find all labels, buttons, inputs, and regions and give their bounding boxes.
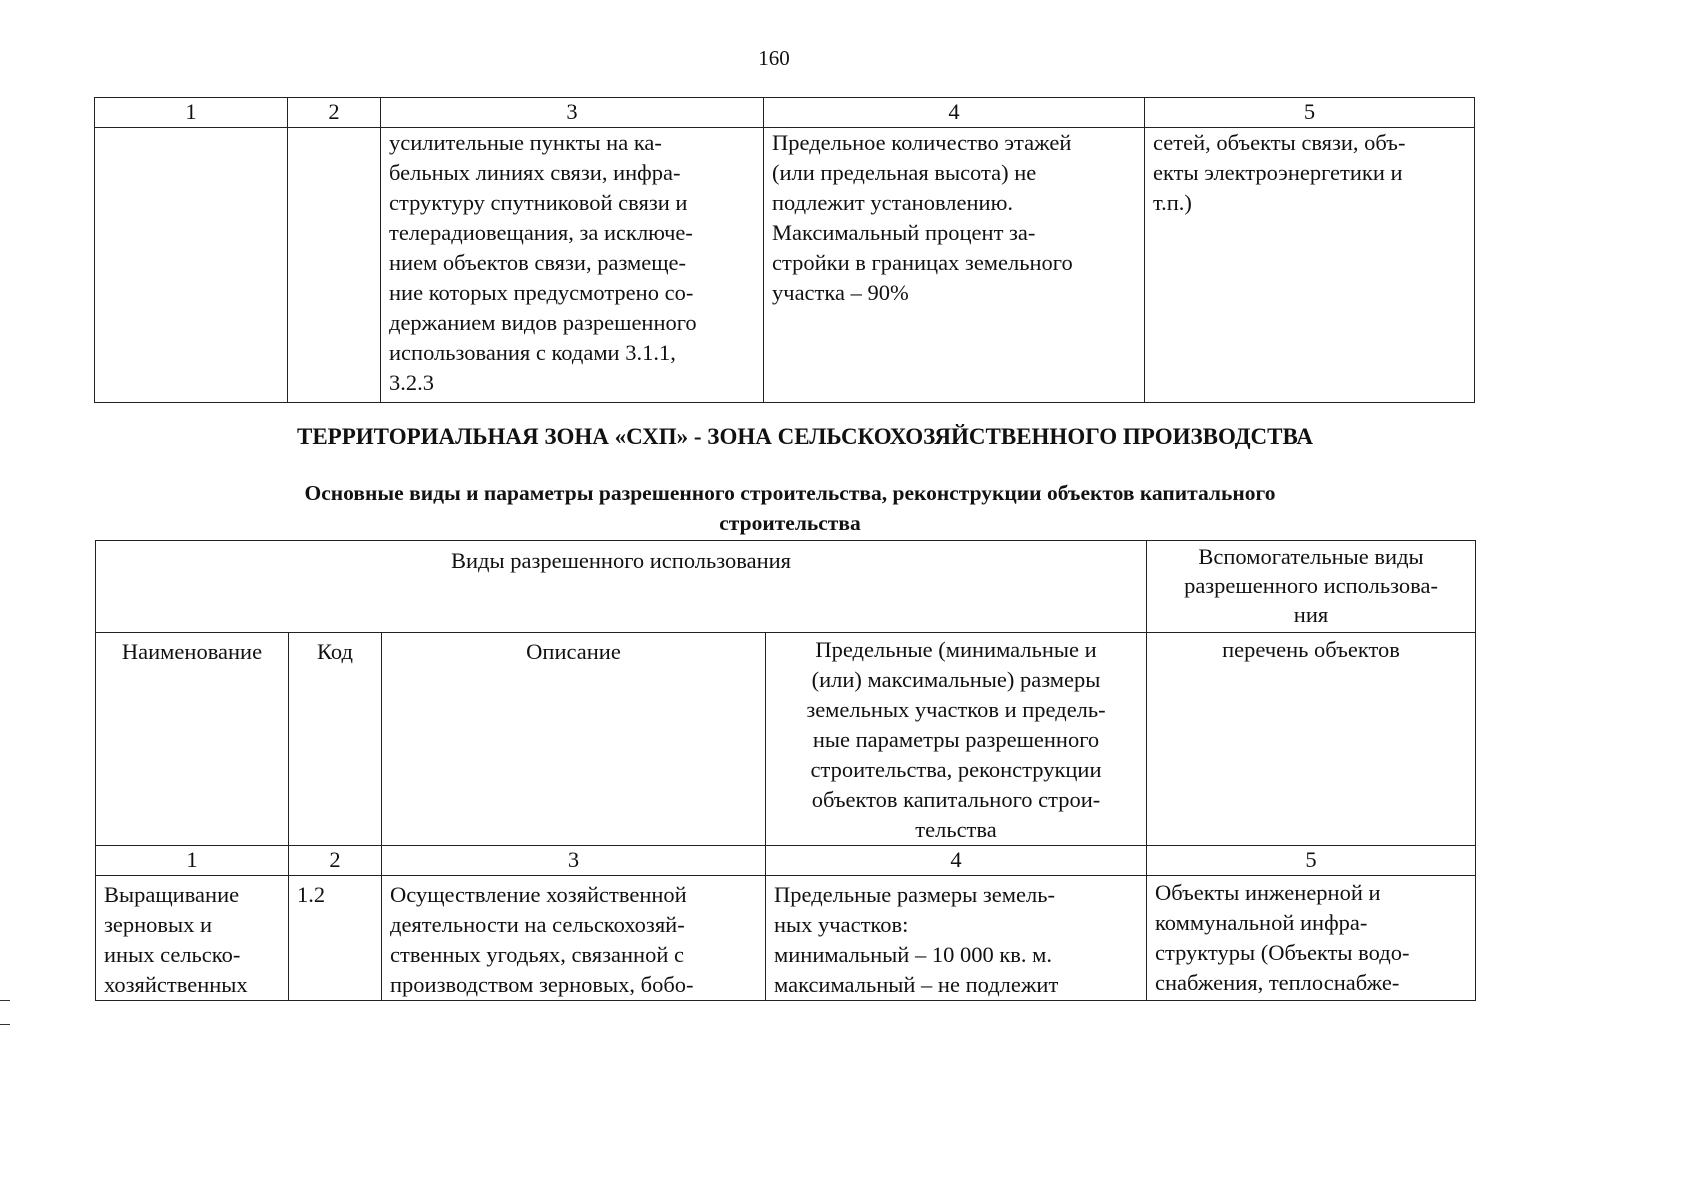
- column-number-row: [95, 98, 1475, 128]
- header-description: Описание: [382, 633, 766, 846]
- text-line: структуру спутниковой связи и: [389, 190, 688, 215]
- column-number: 1: [96, 846, 289, 876]
- header-name: Наименование: [96, 633, 289, 846]
- page-number: 160: [758, 46, 790, 70]
- objects-cell: [1145, 128, 1475, 403]
- text-line: (или) максимальные) размеры: [811, 667, 1101, 692]
- text-line: Предельные размеры земель-: [774, 882, 1055, 907]
- scan-mark: [0, 1000, 10, 1001]
- text-line: (или предельная высота) не: [772, 160, 1037, 185]
- name-cell: [95, 128, 288, 403]
- column-number: 1: [95, 98, 288, 128]
- header-params: [766, 633, 1147, 846]
- text-line: телерадиовещания, за исключе-: [389, 220, 693, 245]
- text-line: ние которых предусмотрено со-: [389, 280, 694, 305]
- text-line: держанием видов разрешенного: [389, 310, 697, 335]
- column-number: 2: [289, 846, 382, 876]
- text-line: деятельности на сельскохозяй-: [390, 912, 685, 937]
- section-title-line: Основные виды и параметры разрешенного строительства, реконструкции объектов капитального: [304, 481, 1276, 505]
- parameters-cell: [766, 876, 1147, 1001]
- text-line: зерновых и: [104, 912, 213, 937]
- text-line: Выращивание: [104, 882, 240, 907]
- text-line: т.п.): [1153, 190, 1192, 215]
- text-line: объектов капитального строи-: [811, 787, 1101, 812]
- text-line: производством зерновых, бобо-: [390, 972, 694, 997]
- text-line: Предельные (минимальные и: [815, 637, 1097, 662]
- description-cell: [382, 876, 766, 1001]
- table-row: [96, 876, 1476, 1001]
- text-line: коммунальной инфра-: [1155, 910, 1368, 935]
- name-cell: [96, 876, 289, 1001]
- section-title-line: строительства: [719, 511, 861, 535]
- text-line: максимальный – не подлежит: [774, 972, 1059, 997]
- section-title: [195, 478, 1385, 538]
- text-line: использования с кодами 3.1.1,: [389, 340, 676, 365]
- text-line: снабжения, теплоснабже-: [1155, 970, 1400, 995]
- objects-cell: [1147, 876, 1476, 1001]
- column-number: 2: [288, 98, 381, 128]
- description-cell: [381, 128, 764, 403]
- group-header-left: Виды разрешенного использования: [96, 541, 1147, 633]
- text-line: бельных линиях связи, инфра-: [389, 160, 681, 185]
- text-line: екты электроэнергетики и: [1153, 160, 1403, 185]
- scan-mark: [0, 1024, 10, 1025]
- text-line: Максимальный процент за-: [772, 220, 1036, 245]
- column-number: 3: [382, 846, 766, 876]
- text-line: сетей, объекты связи, объ-: [1153, 130, 1406, 155]
- text-line: хозяйственных: [104, 972, 248, 997]
- text-line: Объекты инженерной и: [1155, 880, 1381, 905]
- column-number: 5: [1147, 846, 1476, 876]
- text-line: ные параметры разрешенного: [812, 727, 1100, 752]
- text-line: земельных участков и предель-: [806, 697, 1106, 722]
- code-cell: [288, 128, 381, 403]
- continued-table: [94, 97, 1475, 403]
- text-line: Предельное количество этажей: [772, 130, 1072, 155]
- text-line: подлежит установлению.: [772, 190, 1014, 215]
- text-line: ственных угодьях, связанной с: [390, 942, 684, 967]
- column-number: 3: [381, 98, 764, 128]
- header-code: Код: [289, 633, 382, 846]
- text-line: тельства: [915, 817, 997, 842]
- parameters-cell: [764, 128, 1145, 403]
- text-line: разрешенного использова-: [1184, 573, 1438, 598]
- text-line: стройки в границах земельного: [772, 250, 1073, 275]
- text-line: 1.2: [297, 882, 326, 907]
- text-line: иных сельско-: [104, 942, 241, 967]
- text-line: структуры (Объекты водо-: [1155, 940, 1410, 965]
- text-line: ния: [1293, 602, 1329, 627]
- zone-title: ТЕРРИТОРИАЛЬНАЯ ЗОНА «СХП» - ЗОНА СЕЛЬСКОХОЗЯЙСТВЕННОГО ПРОИЗВОДСТВА: [297, 424, 1313, 449]
- group-header-row: [96, 541, 1476, 633]
- text-line: минимальный – 10 000 кв. м.: [774, 942, 1052, 967]
- column-number: 4: [764, 98, 1145, 128]
- text-line: ных участков:: [774, 912, 909, 937]
- text-line: строительства, реконструкции: [810, 757, 1102, 782]
- text-line: нием объектов связи, размеще-: [389, 250, 687, 275]
- zone-table: [95, 540, 1476, 1001]
- text-line: Осуществление хозяйственной: [390, 882, 687, 907]
- column-number-row: [96, 846, 1476, 876]
- code-cell: [289, 876, 382, 1001]
- text-line: 3.2.3: [389, 370, 434, 395]
- column-number: 4: [766, 846, 1147, 876]
- header-objects: перечень объектов: [1147, 633, 1476, 846]
- group-header-right: [1147, 541, 1476, 633]
- column-number: 5: [1145, 98, 1475, 128]
- text-line: усилительные пункты на ка-: [389, 130, 662, 155]
- table-row: [95, 128, 1475, 403]
- column-header-row: [96, 633, 1476, 846]
- text-line: Вспомогательные виды: [1198, 544, 1424, 569]
- text-line: участка – 90%: [772, 280, 909, 305]
